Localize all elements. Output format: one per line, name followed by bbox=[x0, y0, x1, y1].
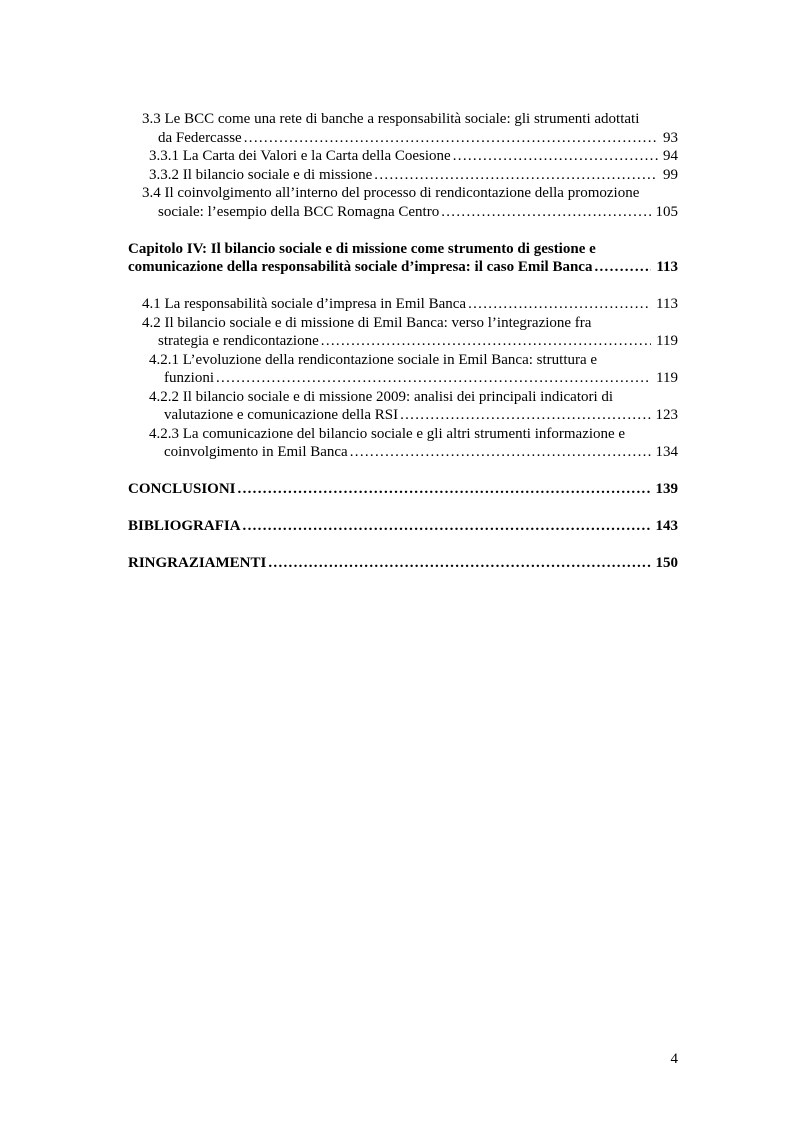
toc-entry-text: comunicazione della responsabilità sociale d’impresa: il caso Emil Banca bbox=[128, 259, 593, 275]
toc-page-number: 119 bbox=[656, 333, 678, 349]
toc-line bbox=[128, 147, 678, 166]
toc-page-number: 105 bbox=[655, 203, 678, 220]
toc-entry-text: RINGRAZIAMENTI bbox=[128, 555, 267, 571]
toc-entry-text: funzioni bbox=[164, 370, 214, 386]
toc-entry-text: 4.2 Il bilancio sociale e di missione di Emil Banca: verso l’integrazione fra bbox=[142, 314, 592, 331]
toc-line bbox=[128, 443, 678, 462]
toc-entry-text: coinvolgimento in Emil Banca bbox=[164, 444, 348, 460]
toc-leader-dots bbox=[441, 203, 650, 222]
toc-entry-text: 3.3 Le BCC come una rete di banche a responsabilità sociale: gli strumenti adottati bbox=[142, 111, 640, 127]
toc-leader-dots bbox=[453, 147, 658, 166]
toc-page-number: 119 bbox=[656, 370, 678, 386]
toc-leader-dots bbox=[268, 554, 650, 573]
toc-entry-text: 3.3.2 Il bilancio sociale e di missione bbox=[149, 166, 373, 183]
table-of-contents bbox=[128, 110, 678, 573]
toc-entry-text: da Federcasse bbox=[158, 129, 242, 146]
toc-line bbox=[128, 554, 678, 573]
toc-entry-text: 4.1 La responsabilità sociale d’impresa in Emil Banca bbox=[142, 296, 467, 312]
toc-line bbox=[128, 351, 678, 370]
toc-line bbox=[128, 295, 678, 314]
toc-entry-text: Capitolo IV: Il bilancio sociale e di missione come strumento di gestione e bbox=[128, 240, 596, 257]
toc-leader-dots bbox=[594, 258, 651, 277]
toc-line bbox=[128, 184, 678, 203]
toc-line bbox=[128, 258, 678, 277]
toc-leader-dots bbox=[216, 369, 651, 388]
toc-line bbox=[128, 517, 678, 536]
toc-page-number: 123 bbox=[655, 407, 678, 423]
toc-line bbox=[128, 332, 678, 351]
toc-line bbox=[128, 166, 678, 185]
toc-line bbox=[128, 314, 678, 333]
toc-entry-text: BIBLIOGRAFIA bbox=[128, 518, 241, 534]
toc-page-number: 134 bbox=[655, 444, 678, 460]
toc-page-number: 93 bbox=[663, 129, 678, 146]
toc-page-number: 143 bbox=[655, 518, 678, 534]
toc-leader-dots bbox=[468, 295, 651, 314]
toc-entry-text: 4.2.3 La comunicazione del bilancio sociale e gli altri strumenti informazione e bbox=[149, 425, 626, 442]
toc-leader-dots bbox=[321, 332, 651, 351]
page-number: 4 bbox=[670, 1051, 678, 1067]
toc-line bbox=[128, 369, 678, 388]
toc-line bbox=[128, 480, 678, 499]
toc-entry-text: 3.3.1 La Carta dei Valori e la Carta della Coesione bbox=[149, 148, 451, 164]
toc-leader-dots bbox=[400, 406, 650, 425]
toc-entry-text: valutazione e comunicazione della RSI bbox=[164, 407, 399, 423]
toc-entry-text: 4.2.2 Il bilancio sociale e di missione 2009: analisi dei principali indicatori di bbox=[149, 388, 614, 405]
toc-page-number: 139 bbox=[655, 481, 678, 497]
toc-line bbox=[128, 388, 678, 407]
toc-leader-dots bbox=[244, 129, 658, 148]
toc-line bbox=[128, 129, 678, 148]
toc-line bbox=[128, 203, 678, 222]
toc-page-number: 99 bbox=[663, 166, 678, 183]
toc-entry-text: CONCLUSIONI bbox=[128, 481, 236, 497]
toc-line bbox=[128, 240, 678, 259]
toc-leader-dots bbox=[374, 166, 658, 185]
toc-line bbox=[128, 425, 678, 444]
toc-line bbox=[128, 110, 678, 129]
toc-page-number: 113 bbox=[656, 296, 678, 312]
toc-entry-text: 3.4 Il coinvolgimento all’interno del processo di rendicontazione della promozione bbox=[142, 185, 640, 201]
toc-entry-text: 4.2.1 L’evoluzione della rendicontazione sociale in Emil Banca: struttura e bbox=[149, 351, 598, 368]
toc-leader-dots bbox=[350, 443, 651, 462]
toc-leader-dots bbox=[243, 517, 651, 536]
toc-entry-text: sociale: l’esempio della BCC Romagna Centro bbox=[158, 203, 440, 220]
toc-page-number: 150 bbox=[655, 555, 678, 571]
toc-line bbox=[128, 406, 678, 425]
toc-page-number: 113 bbox=[656, 259, 678, 275]
toc-leader-dots bbox=[238, 480, 651, 499]
toc-entry-text: strategia e rendicontazione bbox=[158, 333, 319, 349]
toc-page-number: 94 bbox=[663, 148, 678, 164]
